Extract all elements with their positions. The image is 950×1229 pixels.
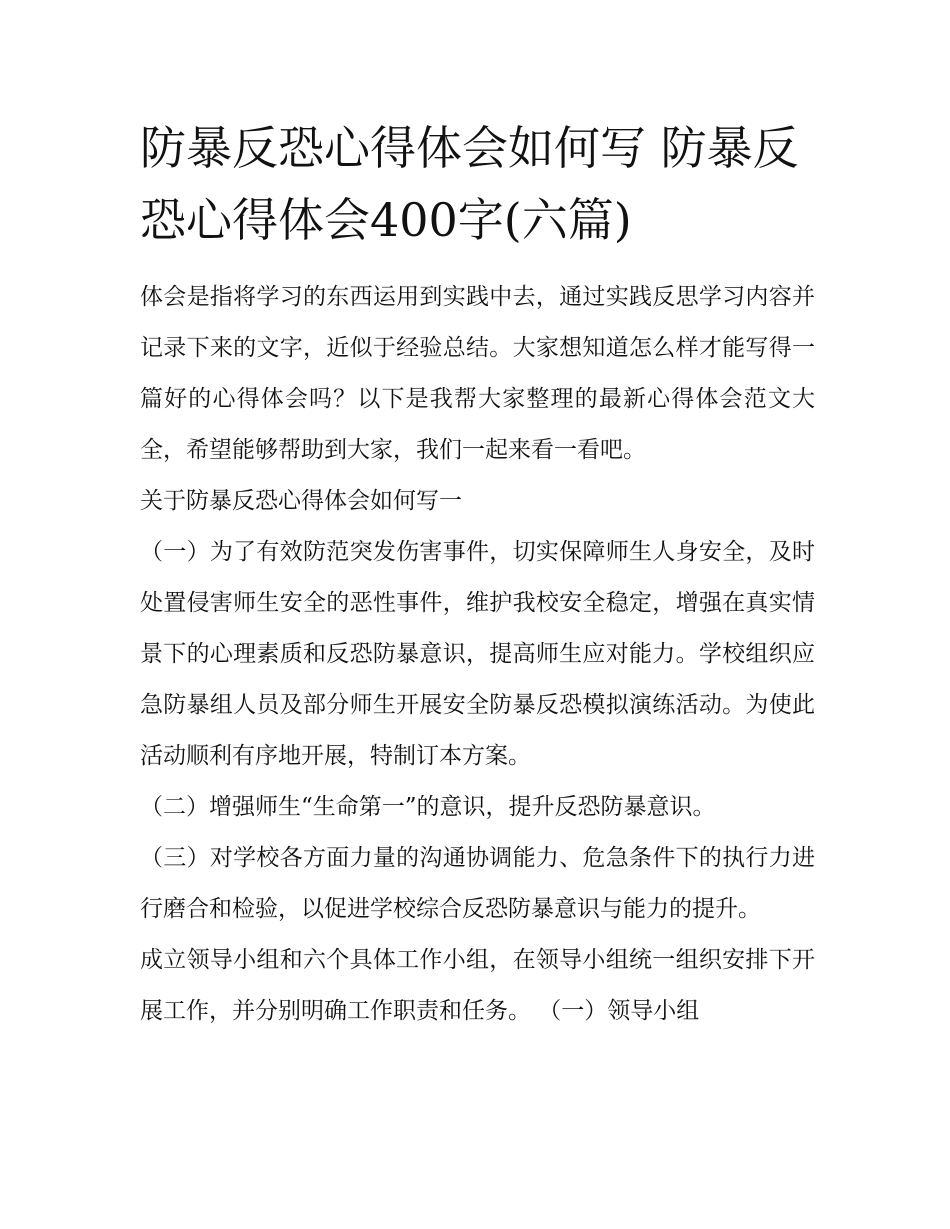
body-paragraph-2: （二）增强师生“生命第一”的意识，提升反恐防暴意识。 [140, 794, 716, 820]
document-title: 防暴反恐心得体会如何写 防暴反恐心得体会400字(六篇) [140, 121, 799, 247]
body-paragraph-1: （一）为了有效防范突发伤害事件，切实保障师生人身安全，及时处置侵害师生安全的恶性事件，维护我校安全稳定，增强在真实情景下的心理素质和反恐防暴意识，提高师生应对能力。学校组织应急防暴组人员及部分师生开展安全防暴反恐模拟演练活动。为使此活动顺利有序地开展，特制订本方案。 [140, 539, 815, 769]
body-paragraph-3: （三）对学校各方面力量的沟通协调能力、危急条件下的执行力进行磨合和检验，以促进学校综合反恐防暴意识与能力的提升。 [140, 845, 815, 922]
section-heading: 关于防暴反恐心得体会如何写一 [140, 488, 462, 514]
document-page [140, 112, 815, 1037]
body-paragraph-4: 成立领导小组和六个具体工作小组，在领导小组统一组织安排下开展工作，并分别明确工作职责和任务。 （一）领导小组 [140, 947, 815, 1024]
intro-paragraph: 体会是指将学习的东西运用到实践中去，通过实践反思学习内容并记录下来的文字，近似于经验总结。大家想知道怎么样才能写得一篇好的心得体会吗？以下是我帮大家整理的最新心得体会范文大全，希望能够帮助到大家，我们一起来看一看吧。 [140, 284, 815, 463]
